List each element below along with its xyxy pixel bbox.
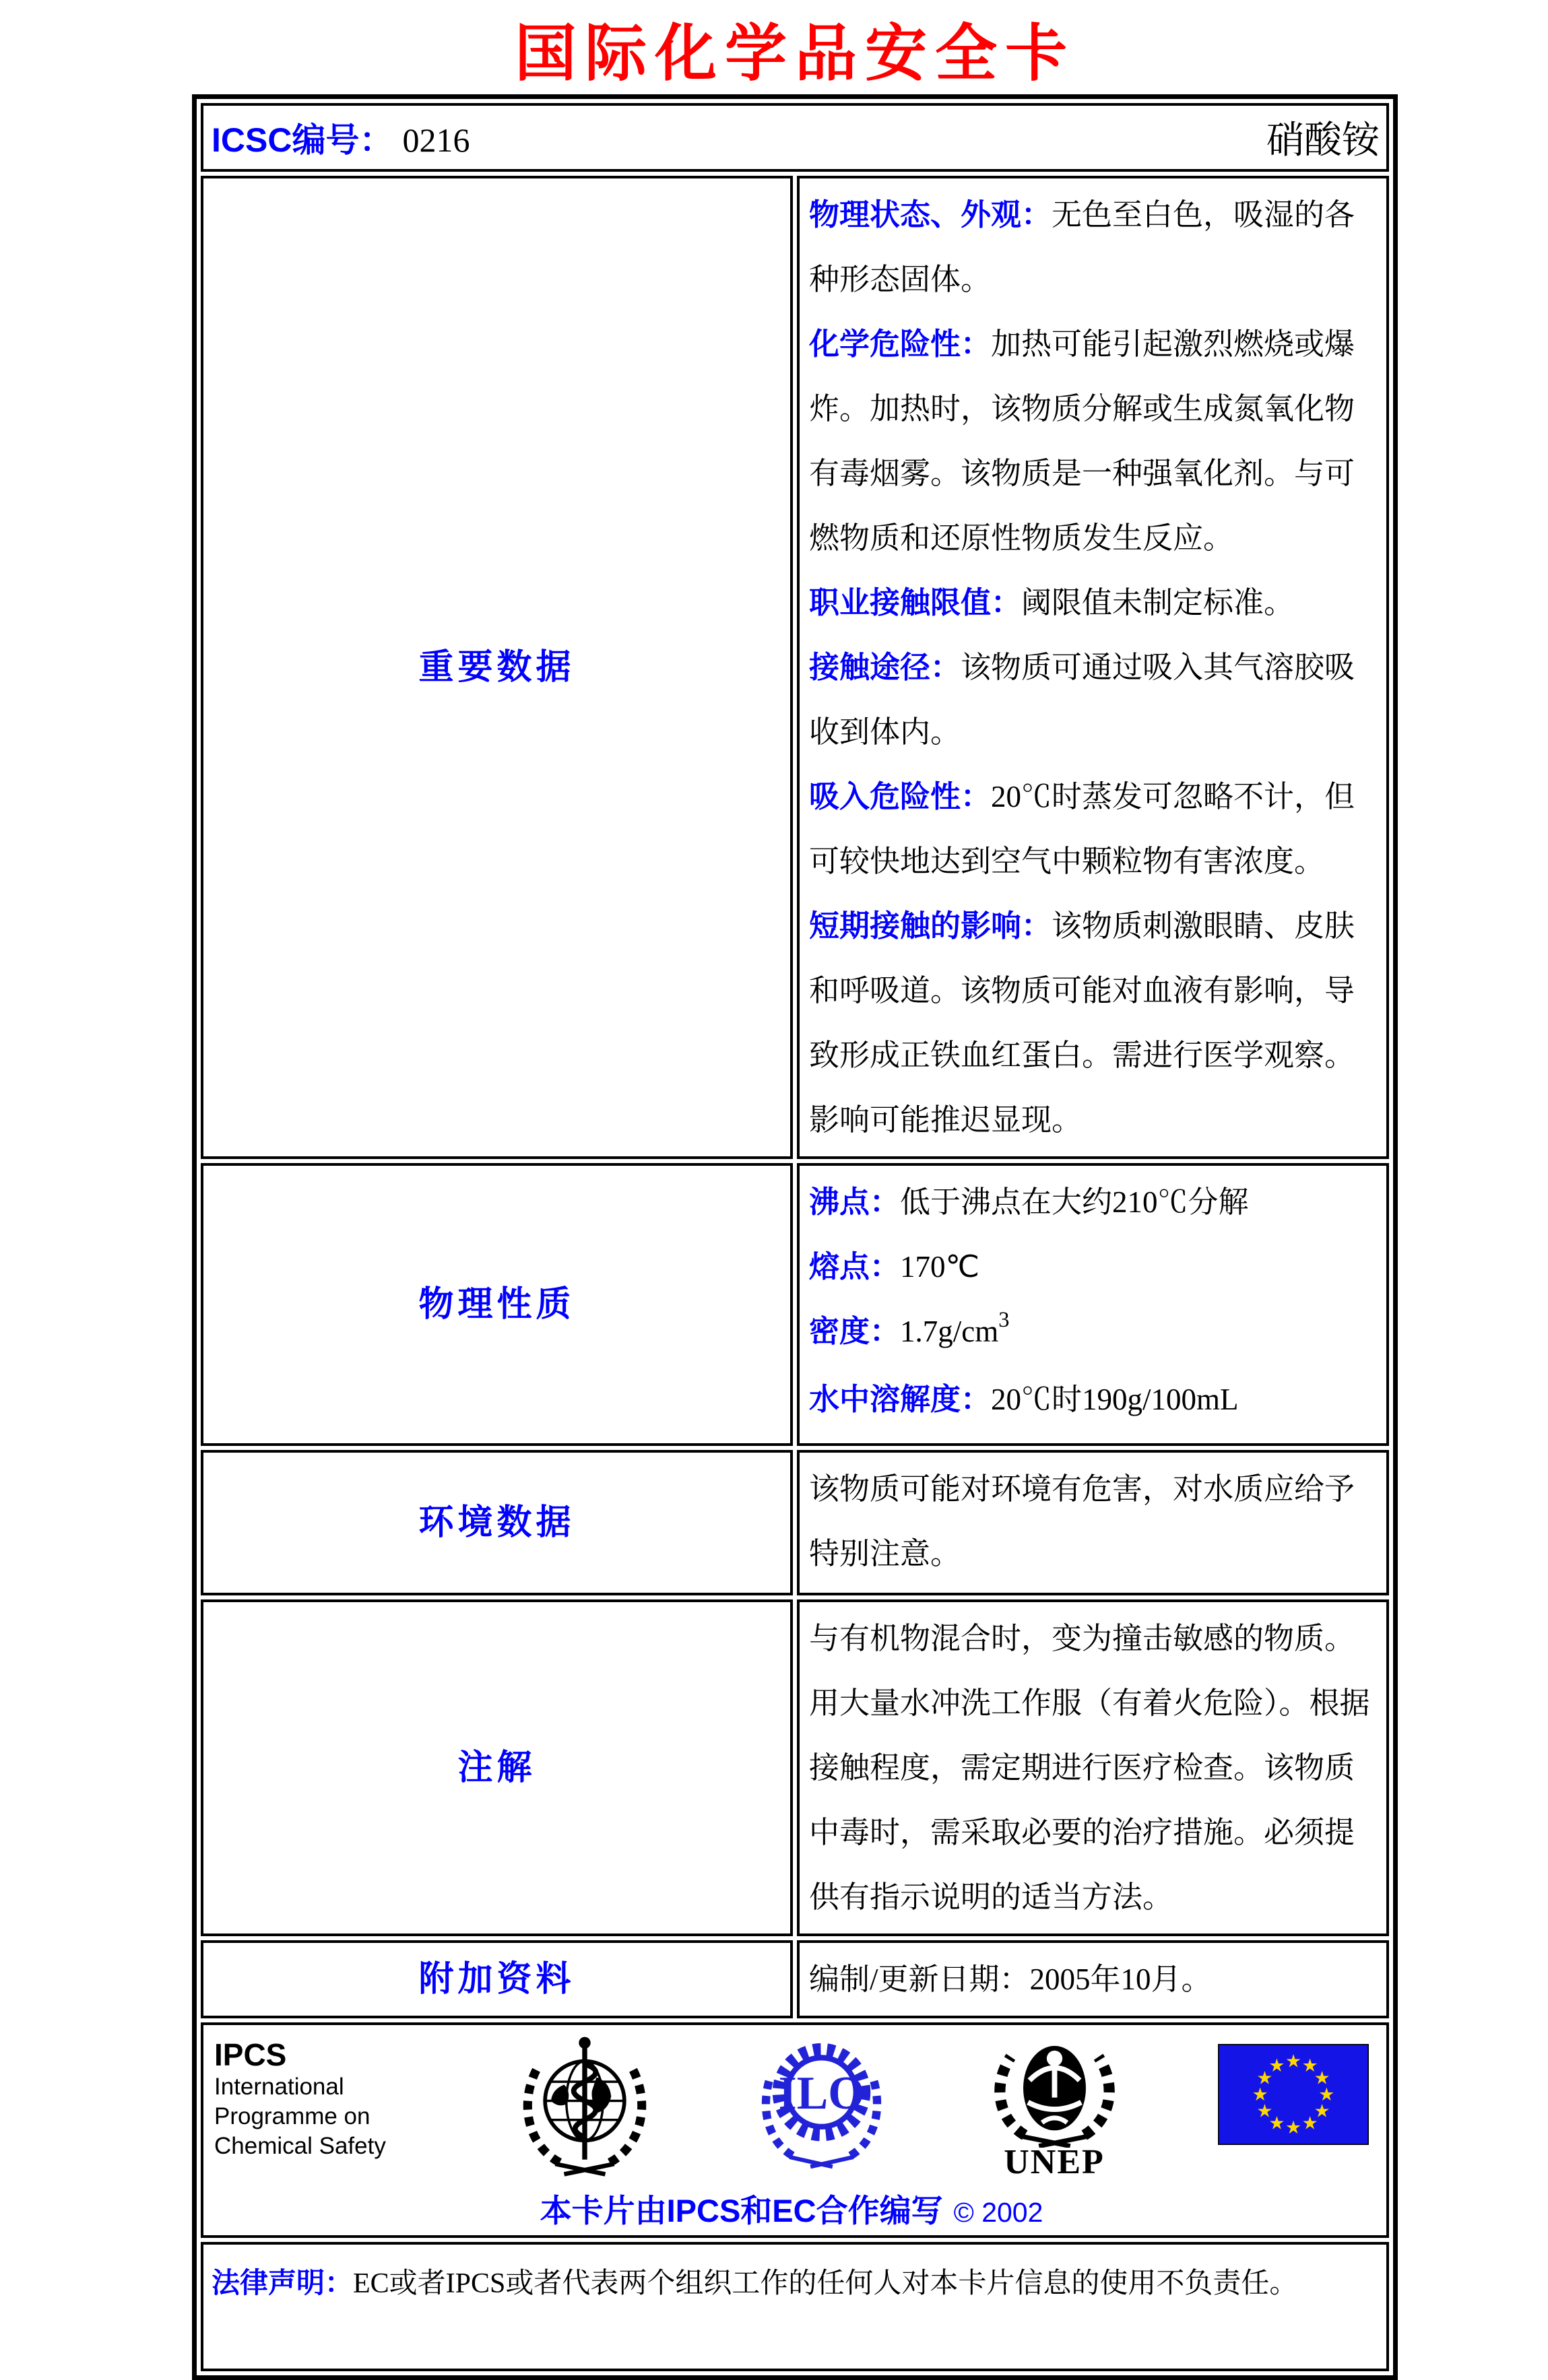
caption-text: 本卡片由IPCS和EC合作编写 <box>540 2193 943 2228</box>
item-text: 该物质可通过吸入其气溶胶吸收到体内。 <box>809 651 1355 749</box>
section-additional-info <box>201 1940 1389 2018</box>
svg-text:★: ★ <box>1268 2055 1285 2077</box>
page-title: 国际化学品安全卡 <box>514 20 1075 88</box>
ipcs-subtitle-line: International <box>214 2074 344 2100</box>
svg-text:★: ★ <box>1285 2051 1302 2072</box>
ipcs-text-block <box>214 2032 416 2161</box>
item-text: 加热可能引起激烈燃烧或爆炸。加热时，该物质分解或生成氮氧化物有毒烟雾。该物质是一种强氧化剂。与可燃物质和还原性物质发生反应。 <box>809 327 1355 555</box>
property-line <box>809 1170 1378 1234</box>
icsc-number-label: ICSC编号： <box>212 121 393 159</box>
data-item <box>809 635 1378 764</box>
section-label-physical-properties: 物理性质 <box>201 1163 793 1446</box>
icsc-number-value: 0216 <box>402 121 470 159</box>
property-line <box>809 1299 1378 1367</box>
property-line <box>809 1367 1378 1432</box>
legal-notice <box>201 2242 1389 2371</box>
section-content-notes <box>797 1599 1389 1936</box>
section-physical-properties <box>201 1163 1389 1446</box>
svg-text:★: ★ <box>1252 2084 1268 2105</box>
item-text: 阈限值未制定标准。 <box>1021 586 1295 620</box>
data-item <box>809 312 1378 570</box>
property-label: 水中溶解度： <box>809 1382 992 1416</box>
item-label: 物理状态、外观： <box>809 197 1052 232</box>
svg-text:★: ★ <box>1268 2113 1285 2134</box>
data-item <box>809 570 1378 635</box>
section-content-physical-properties <box>797 1163 1389 1446</box>
data-item <box>809 894 1378 1152</box>
superscript: 3 <box>998 1308 1010 1332</box>
item-text: 20℃时蒸发可忽略不计，但可较快地达到空气中颗粒物有害浓度。 <box>809 780 1355 878</box>
ilo-logo-icon <box>752 2032 891 2178</box>
section-label-environmental-data: 环境数据 <box>201 1450 793 1595</box>
svg-text:★: ★ <box>1256 2068 1273 2089</box>
section-environmental-data <box>201 1450 1389 1595</box>
unep-emblem-icon <box>975 2032 1134 2148</box>
section-content-important-data <box>797 176 1389 1159</box>
logos-row <box>201 2022 1389 2238</box>
property-value: 20℃时190g/100mL <box>991 1383 1239 1416</box>
item-text: 无色至白色，吸湿的各种形态固体。 <box>809 198 1355 296</box>
ipcs-subtitle-line: Chemical Safety <box>214 2133 386 2159</box>
legal-label: 法律声明： <box>212 2267 354 2299</box>
item-text: 该物质刺激眼睛、皮肤和呼吸道。该物质可能对血液有影响，导致形成正铁血红蛋白。需进行医学观察。影响可能推迟显现。 <box>809 909 1355 1137</box>
svg-text:★: ★ <box>1314 2068 1330 2089</box>
svg-text:★: ★ <box>1314 2101 1330 2122</box>
svg-text:★: ★ <box>1285 2117 1302 2139</box>
legal-text: EC或者IPCS或者代表两个组织工作的任何人对本卡片信息的使用不负责任。 <box>353 2268 1298 2299</box>
copyright-text: © 2002 <box>953 2197 1043 2228</box>
section-content-environmental-data <box>797 1450 1389 1595</box>
svg-text:★: ★ <box>1256 2101 1273 2122</box>
section-text: 编制/更新日期：2005年10月。 <box>809 1962 1212 1996</box>
ipcs-title: IPCS <box>214 2037 287 2072</box>
section-label-additional-info: 附加资料 <box>201 1940 793 2018</box>
header-row <box>201 103 1389 172</box>
section-label-notes: 注解 <box>201 1599 793 1936</box>
cooperation-caption <box>214 2186 1369 2231</box>
section-text: 与有机物混合时，变为撞击敏感的物质。用大量水冲洗工作服（有着火危险）。根据接触程度，需定期进行医疗检查。该物质中毒时，需采取必要的治疗措施。必须提供有指示说明的适当方法。 <box>809 1622 1370 1914</box>
property-line <box>809 1234 1378 1299</box>
item-label: 吸入危险性： <box>809 779 992 814</box>
section-label-important-data: 重要数据 <box>201 176 793 1159</box>
property-label: 熔点： <box>809 1249 901 1284</box>
item-label: 化学危险性： <box>809 327 992 361</box>
ipcs-subtitle-line: Programme on <box>214 2103 370 2129</box>
chemical-name: 硝酸铵 <box>1266 120 1380 162</box>
section-important-data <box>201 176 1389 1159</box>
data-item <box>809 183 1378 312</box>
section-notes <box>201 1599 1389 1936</box>
who-logo-icon <box>501 2032 668 2182</box>
svg-text:ILO: ILO <box>778 2068 865 2120</box>
svg-text:★: ★ <box>1301 2055 1318 2077</box>
section-content-additional-info <box>797 1940 1389 2018</box>
property-label: 密度： <box>809 1314 901 1348</box>
property-value: 170℃ <box>900 1250 980 1284</box>
svg-text:★: ★ <box>1318 2084 1335 2105</box>
property-label: 沸点： <box>809 1185 901 1219</box>
property-value: 1.7g/cm <box>900 1315 999 1348</box>
eu-flag-icon <box>1218 2032 1369 2148</box>
item-label: 接触途径： <box>809 650 961 684</box>
item-label: 短期接触的影响： <box>809 908 1052 943</box>
icsc-number-group <box>212 113 470 162</box>
data-item <box>809 764 1378 894</box>
item-label: 职业接触限值： <box>809 585 1022 620</box>
legal-row <box>201 2242 1389 2371</box>
property-value: 低于沸点在大约210℃分解 <box>900 1185 1249 1219</box>
icsc-card-table <box>192 94 1398 2380</box>
unep-label: UNEP <box>1004 2143 1105 2181</box>
unep-logo <box>975 2032 1134 2179</box>
section-text: 该物质可能对环境有危害，对水质应给予特别注意。 <box>809 1472 1355 1571</box>
svg-text:★: ★ <box>1301 2113 1318 2134</box>
